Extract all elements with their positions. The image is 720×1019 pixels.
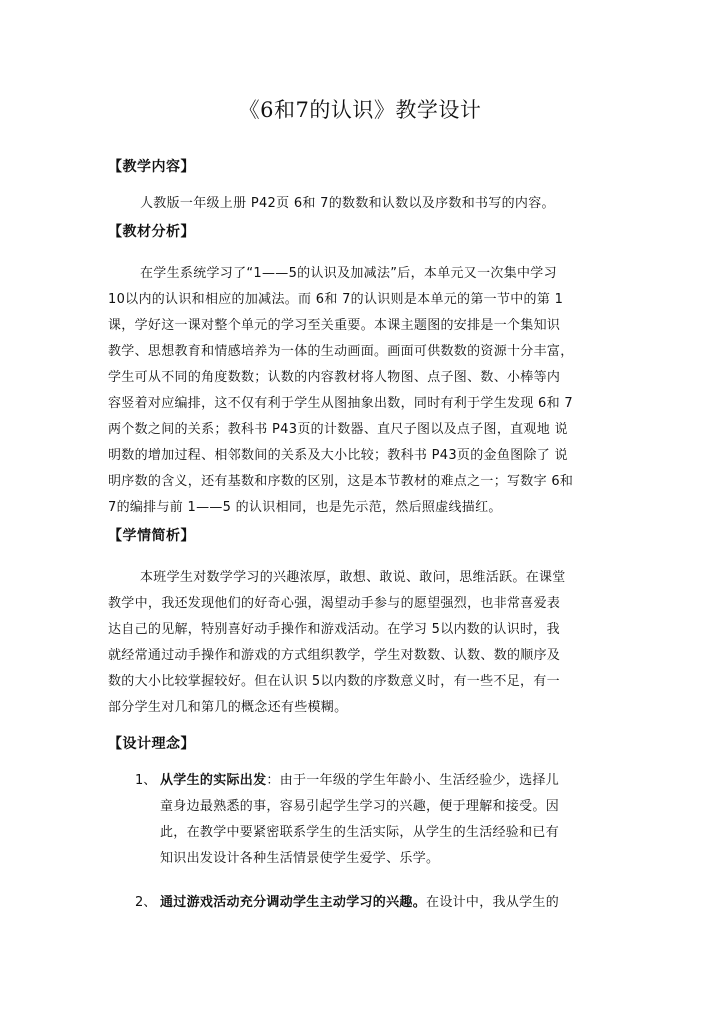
students-line: 本班学生对数学学习的兴趣浓厚，敢想、敢说、敢问，思维活跃。在课堂: [140, 570, 566, 585]
analysis-line: 学生可从不同的角度数数；认数的内容教材将人物图、点子图、数、小棒等内: [108, 370, 561, 385]
section-heading-students: 【学情简析】: [108, 528, 195, 544]
analysis-line: 容竖着对应编排，这不仅有利于学生从图抽象出数，同时有利于学生发现 6和 7: [108, 396, 573, 411]
content-line: 人教版一年级上册 P42页 6和 7的数数和认数以及序数和书写的内容。: [140, 196, 555, 211]
list-item-first-line: [160, 893, 559, 913]
list-item-line: 此，在教学中要紧密联系学生的生活实际，从学生的生活经验和已有: [160, 825, 560, 840]
students-line: 教学中，我还发现他们的好奇心强，渴望动手参与的愿望强烈，也非常喜爱表: [108, 596, 561, 611]
students-line: 就经常通过动手操作和游戏的方式组织教学，学生对数数、认数、数的顺序及: [108, 648, 561, 663]
list-item-bold-lead: 从学生的实际出发: [160, 773, 267, 788]
section-heading-analysis: 【教材分析】: [108, 224, 195, 240]
list-item-number: 2、: [135, 895, 157, 910]
list-item-line: 知识出发设计各种生活情景使学生爱学、乐学。: [160, 851, 440, 866]
students-line: 数的大小比较掌握较好。但在认识 5以内数的序数意义时，有一些不足，有一: [108, 674, 560, 689]
students-line: 达自己的见解，特别喜好动手操作和游戏活动。在学习 5以内数的认识时，我: [108, 622, 560, 637]
list-item-line: 童身边最熟悉的事，容易引起学生学习的兴趣，便于理解和接受。因: [160, 799, 560, 814]
section-heading-content: 【教学内容】: [108, 159, 195, 175]
analysis-line: 10以内的认识和相应的加减法。而 6和 7的认识则是本单元的第一节中的第 1: [108, 292, 564, 307]
list-item-number: 1、: [135, 773, 157, 788]
section-heading-design: 【设计理念】: [108, 736, 195, 752]
students-line: 部分学生对几和第几的概念还有些模糊。: [108, 700, 348, 715]
analysis-line: 明数的增加过程、相邻数间的关系及大小比较；教科书 P43页的金鱼图除了 说: [108, 448, 568, 463]
list-item-first-line: [160, 771, 559, 791]
list-item-bold-lead: 通过游戏活动充分调动学生主动学习的兴趣。: [160, 895, 427, 910]
analysis-line: 在学生系统学习了“1——5的认识及加减法”后，本单元又一次集中学习: [140, 266, 557, 281]
page-title: 《6和7的认识》教学设计: [238, 98, 482, 122]
analysis-line: 明序数的含义，还有基数和序数的区别，这是本节教材的难点之一；写数字 6和: [108, 474, 574, 489]
list-item-text: ：由于一年级的学生年龄小、生活经验少，选择儿: [266, 773, 560, 788]
analysis-line: 教学、思想教育和情感培养为一体的生动画面。画面可供数数的资源十分丰富，: [108, 344, 574, 359]
analysis-line: 7的编排与前 1——5 的认识相同，也是先示范，然后照虚线描红。: [108, 500, 502, 515]
analysis-line: 两个数之间的关系；教科书 P43页的计数器、直尺子图以及点子图，直观地 说: [108, 422, 568, 437]
analysis-line: 课，学好这一课对整个单元的学习至关重要。本课主题图的安排是一个集知识: [108, 318, 561, 333]
list-item-text: 在设计中，我从学生的: [426, 895, 560, 910]
